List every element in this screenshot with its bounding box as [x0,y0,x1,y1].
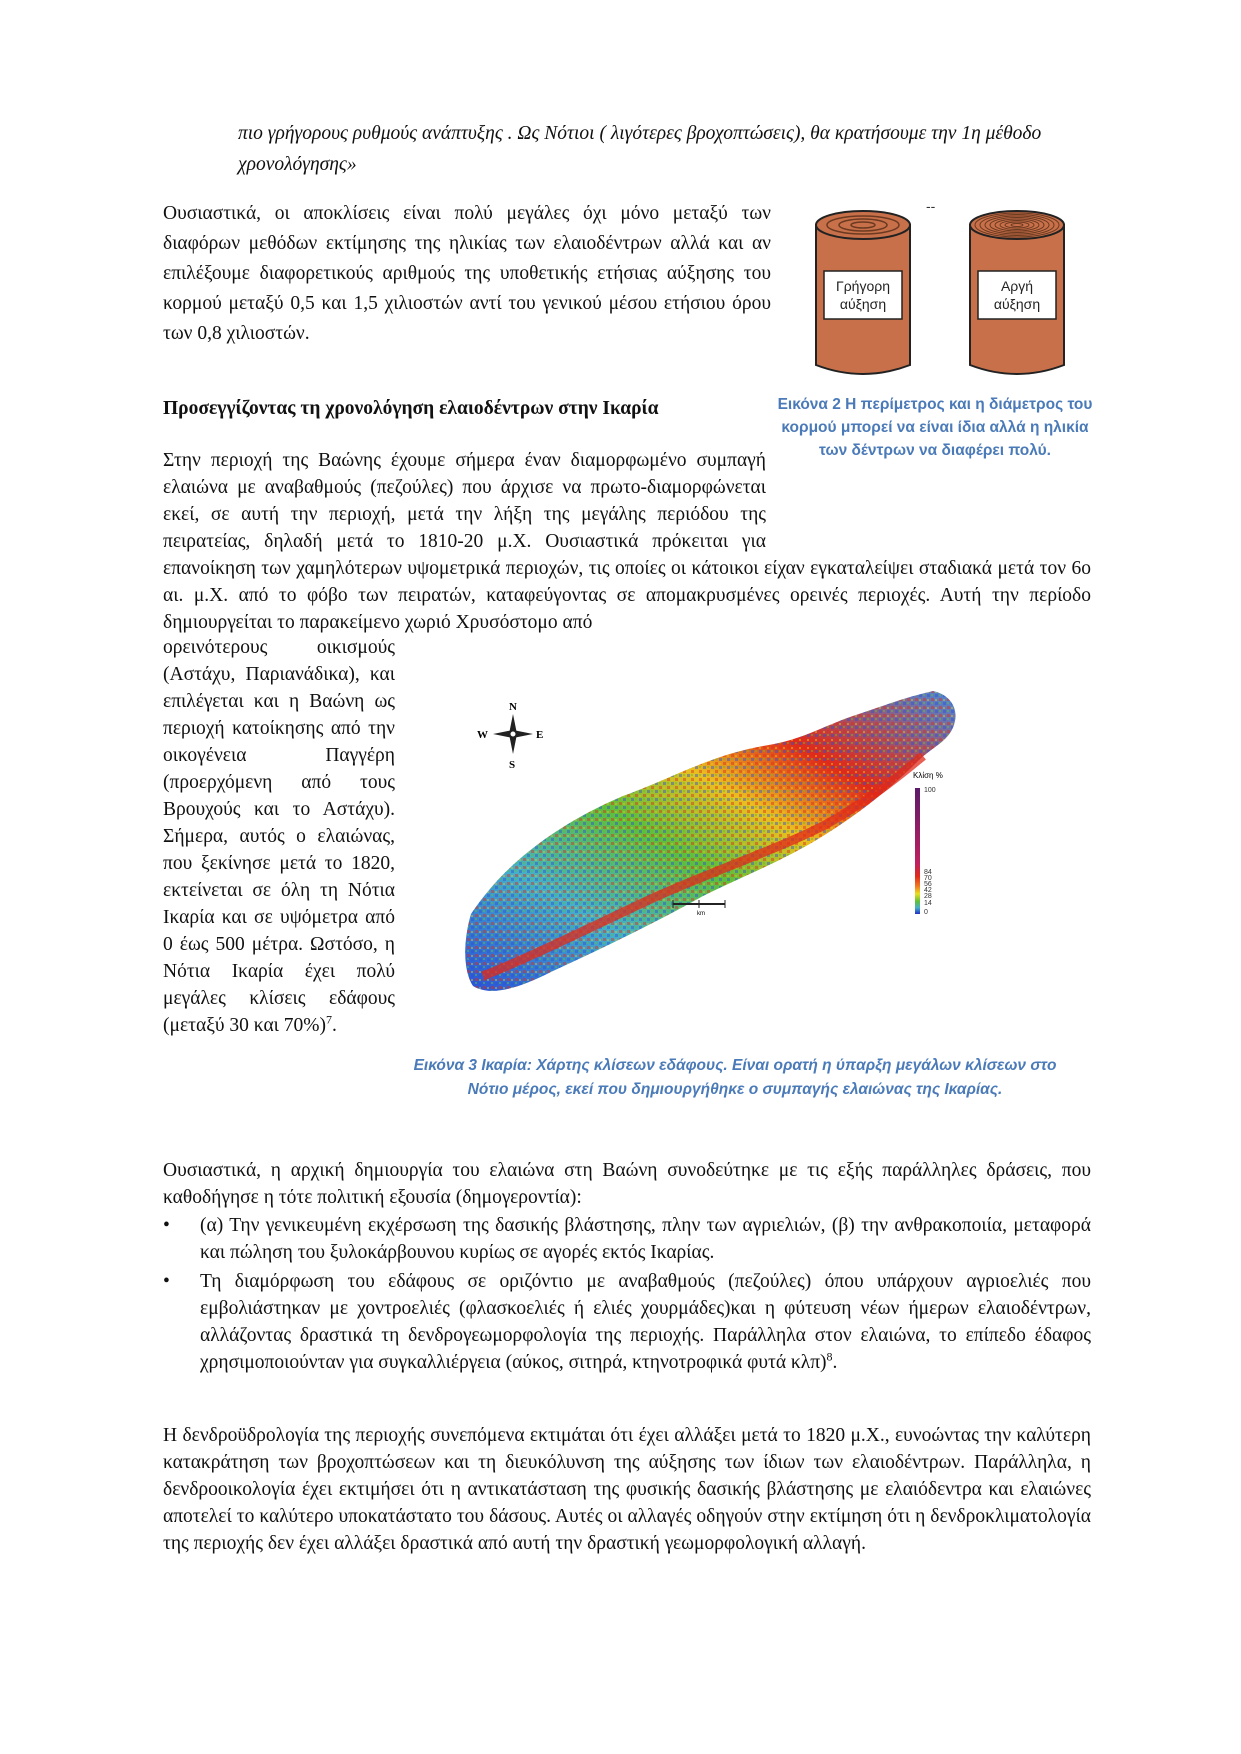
paragraph-deviations: Ουσιαστικά, οι αποκλίσεις είναι πολύ μεγάλες όχι μόνο μεταξύ των διαφόρων μεθόδων εκτίμησης της ηλικίας των ελαιοδέντρων αλλά και αν επιλέξουμε διαφορετικούς αριθμούς της υποθετικής ετήσιας αύξησης του κορμού μεταξύ 0,5 και 1,5 χιλιοστών αντί του γενικού μέσου ετήσιου όρου των 0,8 χιλιοστών. [163,203,771,344]
bullet-icon: • [163,1215,170,1236]
legend-tick: 70 [924,875,932,882]
compass-w: W [477,729,488,741]
compass-s: S [509,759,516,771]
figure-slope-map [463,686,1073,1036]
legend-tick: 56 [924,881,932,888]
bullet-icon: • [163,1271,170,1292]
list-item [163,1212,1091,1266]
slow-growth-label: Αργή αύξηση [993,278,1041,312]
legend-title: Κλίση % [913,771,943,780]
actions-list [163,1212,1091,1378]
figure2-dash: -- [926,203,936,214]
paragraph-baoni [163,447,1091,636]
legend-tick: 42 [924,887,932,894]
paragraph-baoni-text: Στην περιοχή της Βαώνης έχουμε σήμερα έναν διαμορφωμένο συμπαγή ελαιώνα με αναβαθμούς (πεζούλες) που άρχισε να πρωτο-διαμορφώνεται εκεί, σε αυτή την περιοχή, μετά την λήξη της μεγάλης περιόδου της πειρατείας, δηλαδή μετά το 1810-20 μ.Χ. Ουσιαστικά πρόκειται για επανοίκηση των χαμηλότερων υψομετρικά περιοχών, τις οποίες οι κάτοικοι είχαν εγκαταλείψει σταδιακά μετά τον 6ο αι. μ.Χ. από το φόβο των πειρατών, καταφεύγοντας σε απομακρυσμένες ορεινές περιοχές. Αυτή την περίοδο δημιουργείται το παρακείμενο χωριό Χρυσόστομο από [163,450,1091,633]
legend-tick: 14 [924,900,932,907]
figure3-caption: Εικόνα 3 Ικαρία: Χάρτης κλίσεων εδάφους. Είναι ορατή η ύπαρξη μεγάλων κλίσεων στο Νότιο μέρος, εκεί που δημιουργήθηκε ο συμπαγής ελαιώνας της Ικαρίας. [413,1057,1057,1098]
footnote-ref-8[interactable]: 8 [826,1349,833,1364]
legend-tick: 100 [924,787,936,794]
compass-n: N [509,701,517,713]
list-item: • Τη διαμόρφωση του εδάφους σε οριζόντιο με αναβαθμούς (πεζούλες) όπου υπάρχουν αγριοελιές που εμβολιάστηκαν με χοντροελιές (φλασκοελιές ή ελιές χουρμάδες)και η φύτευση νέων ήμερων ελαιοδέντρων, αλλάζοντας δραστικά τη δενδρογεωμορφολογία της περιοχής. Παράλληλα στον ελαιώνα, το επίπεδο έδαφος χρησιμοποιούνταν για συγκαλλιέργεια (αύκος, σιτηρά, κτηνοτροφικά φυτά κλπ)$^8$. [163,1268,1091,1376]
section-heading: Προσεγγίζοντας τη χρονολόγηση ελαιοδέντρων στην Ικαρία [163,398,659,419]
fast-growth-label: Γρήγορη αύξηση [836,278,890,312]
footnote-ref-7[interactable]: 7 [326,1012,333,1027]
float-spacer [766,447,1091,529]
legend-tick: 28 [924,893,932,900]
paragraph-dendrohydrology: Η δενδροϋδρολογία της περιοχής συνεπόμενα εκτιμάται ότι έχει αλλάξει μετά το 1820 μ.Χ., ευνοώντας την καλύτερη κατακράτηση των βροχοπτώσεων και τη διευκόλυνση της αύξησης των ίδιων των ελαιοδέντρων. Παράλληλα, η δενδροοικολογία έχει εκτιμήσει ότι η αντικατάσταση της φυσικής δασικής βλάστησης με ελαιόδεντρα και ελαιώνες αποτελεί το καλύτερο υποκατάστατο του δάσους. Αυτές οι αλλαγές οδηγούν στην εκτίμηση ότι η δενδροκλιματολογία της περιοχής δεν έχει αλλάξει δραστικά από αυτή την δραστική γεωμορφολογική αλλαγή. [163,1425,1091,1554]
list-item-text: (α) Την γενικευμένη εκχέρσωση της δασικής βλάστησης, πλην των αγριελιών, (β) την ανθρακοποιία, μεταφορά και πώληση του ξυλοκάρβουνου κυρίως σε αγορές εκτός Ικαρίας. [200,1215,1091,1263]
paragraph-olive-grove: ορεινότερους οικισμούς (Αστάχυ, Παριανάδικα), και επιλέγεται και η Βαώνη ως περιοχή κατοίκησης από την οικογένεια Παγγέρη (προερχόμενη από τους Βρουχούς και το Αστάχυ). Σήμερα, αυτός ο ελαιώνας, που ξεκίνησε μετά το 1820, εκτείνεται σε όλη τη Νότια Ικαρία και σε υψόμετρα από 0 έως 500 μέτρα. Ωστόσο, η Νότια Ικαρία έχει πολύ μεγάλες κλίσεις εδάφους (μεταξύ 30 και 70%)$^7$. [163,637,395,1036]
quote-continuation: πιο γρήγορους ρυθμούς ανάπτυξης . Ως Νότιοι ( λιγότερες βροχοπτώσεις), θα κρατήσουμε την 1η μέθοδο χρονολόγησης» [238,123,1042,175]
slope-legend [913,771,943,916]
legend-tick: 84 [924,869,932,876]
figure2-caption: Εικόνα 2 Η περίμετρος και η διάμετρος του κορμού μπορεί να είναι ίδια αλλά η ηλικία των δέντρων να διαφέρει πολύ. [777,396,1093,459]
paragraph-actions-intro: Ουσιαστικά, η αρχική δημιουργία του ελαιώνα στη Βαώνη συνοδεύτηκε με τις εξής παράλληλες δράσεις, που καθοδήγησε η τότε πολιτική εξουσία (δημογεροντία): [163,1160,1091,1208]
scale-label: km [697,911,705,917]
compass-rose-icon [493,714,533,754]
legend-tick: 0 [924,909,928,916]
compass-e: E [536,729,544,741]
paragraph-olive-grove-text: ορεινότερους οικισμούς (Αστάχυ, Παριανάδικα), και επιλέγεται και η Βαώνη ως περιοχή κατοίκησης από την οικογένεια Παγγέρη (προερχόμενη από τους Βρουχούς και το Αστάχυ). Σήμερα, αυτός ο ελαιώνας, που ξεκίνησε μετά το 1820, εκτείνεται σε όλη τη Νότια Ικαρία και σε υψόμετρα από 0 έως 500 μέτρα. Ωστόσο, η Νότια Ικαρία έχει πολύ μεγάλες κλίσεις εδάφους (μεταξύ 30 και 70%) [163,637,395,1036]
list-item-text: Τη διαμόρφωση του εδάφους σε οριζόντιο με αναβαθμούς (πεζούλες) όπου υπάρχουν αγριοελιές που εμβολιάστηκαν με χοντροελιές (φλασκοελιές ή ελιές χουρμάδες)και η φύτευση νέων ήμερων ελαιοδέντρων, αλλάζοντας δραστικά τη δενδρογεωμορφολογία της περιοχής. Παράλληλα στον ελαιώνα, το επίπεδο έδαφος χρησιμοποιούνταν για συγκαλλιέργεια (αύκος, σιτηρά, κτηνοτροφικά φυτά κλπ) [200,1271,1091,1373]
